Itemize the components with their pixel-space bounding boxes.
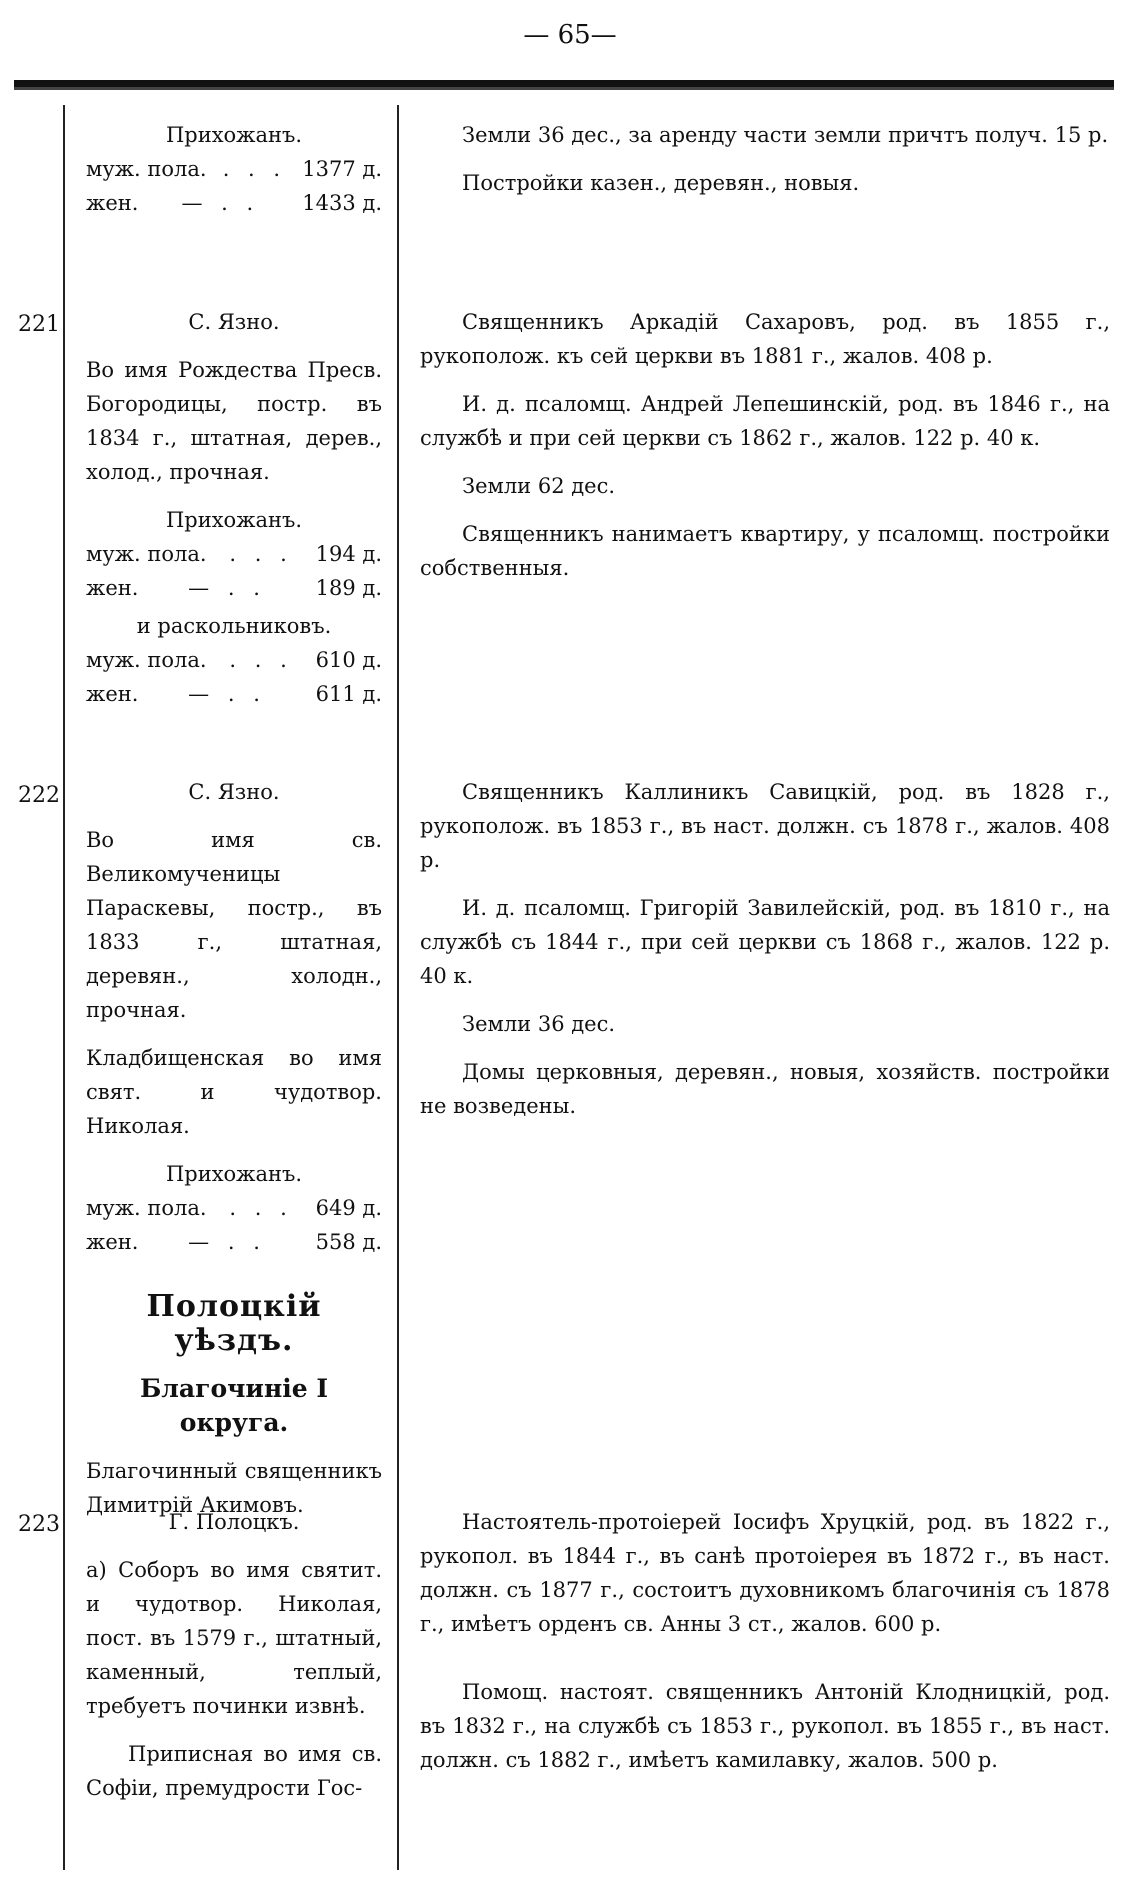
entry-number-221: 221 [18,312,60,337]
psalmist-record: И. д. псаломщ. Андрей Лепешинскій, род. въ 1846 г., на службѣ и при сей церкви съ 1862 г., жалов. 122 р. 40 к. [420,392,1110,450]
female-count-row: жен. — . . 189 д. [86,576,382,600]
entry-222-left [86,775,382,1259]
entry-number-223: 223 [18,1512,60,1537]
parish-heading: Прихожанъ. [165,1162,303,1186]
header-rule [14,80,1114,90]
rector-record: Настоятель-протоіерей Іосифъ Хруцкій, род. въ 1822 г., рукопол. въ 1844 г., въ санѣ протоіерея въ 1872 г., въ наст. должн. съ 1877 г., состоитъ духовникомъ благочинія съ 1878 г., имѣетъ орденъ св. Анны 3 ст., жалов. 600 р. [420,1510,1110,1636]
number-column-divider [63,105,65,1870]
schismatics-heading: и раскольниковъ. [136,614,332,638]
housing-note: Домы церковныя, деревян., новыя, хозяйств. постройки не возведены. [420,1060,1110,1118]
cathedral-description: а) Соборъ во имя святит. и чудотвор. Николая, пост. въ 1579 г., штатный, каменный, теплый, требуетъ починки извнѣ. [86,1558,382,1718]
land-note: Земли 62 дес. [462,474,616,498]
psalmist-record: И. д. псаломщ. Григорій Завилейскій, род. въ 1810 г., на службѣ съ 1844 г., при сей церкви съ 1868 г., жалов. 122 р. 40 к. [420,896,1110,988]
entry-222-right [420,775,1110,1123]
buildings-note: Постройки казен., деревян., новыя. [462,171,860,195]
page-number: — 65— [523,20,617,50]
continued-entry-left [86,118,382,220]
district-title: Полоцкій уѣздъ. [146,1289,322,1358]
schism-female-row: жен. — . . 611 д. [86,682,382,706]
attached-church: Приписная во имя св. Софіи, премудрости Гос- [86,1742,382,1800]
male-count-row: муж. пола. . . . 1377 д. [86,157,382,181]
entry-223-right [420,1505,1110,1777]
dean-name: Благочинный священникъ Димитрій Акимовъ. [86,1459,382,1517]
church-description: Во имя Рождества Пресв. Богородицы, постр. въ 1834 г., штатная, дерев., холод., прочная. [86,358,382,484]
parish-heading: Прихожанъ. [165,508,303,532]
continued-entry-right [420,118,1110,200]
female-count-row: жен. — . . 1433 д. [86,191,382,215]
land-note: Земли 36 дес. [462,1012,616,1036]
place-name: Г. Полоцкъ. [168,1510,300,1534]
parish-heading: Прихожанъ. [165,123,303,147]
column-divider [397,105,399,1870]
entry-223-left [86,1505,382,1805]
priest-record: Священникъ Каллиникъ Савицкій, род. въ 1828 г., рукополож. въ 1853 г., въ наст. должн. съ 1878 г., жалов. 408 р. [420,780,1110,872]
district-block [86,1290,382,1522]
entry-number-222: 222 [18,783,60,808]
male-count-row: муж. пола. . . . 649 д. [86,1196,382,1220]
male-count-row: муж. пола. . . . 194 д. [86,542,382,566]
deanery-title: Благочиніе I округа. [139,1374,329,1437]
entry-221-left [86,305,382,711]
land-note: Земли 36 дес., за аренду части земли причтъ получ. 15 р. [462,123,1109,147]
assistant-record: Помощ. настоят. священникъ Антоній Клодницкій, род. въ 1832 г., на службѣ съ 1853 г., рукопол. въ 1855 г., въ наст. должн. съ 1882 г., имѣетъ камилавку, жалов. 500 р. [420,1680,1110,1772]
place-name: С. Язно. [188,780,280,804]
priest-record: Священникъ Аркадій Сахаровъ, род. въ 1855 г., рукополож. къ сей церкви въ 1881 г., жалов. 408 р. [420,310,1110,368]
schism-male-row: муж. пола. . . . 610 д. [86,648,382,672]
entry-221-right [420,305,1110,585]
church-description: Во имя св. Великомученицы Параскевы, постр., въ 1833 г., штатная, деревян., холодн., прочная. [86,828,382,1022]
housing-note: Священникъ нанимаетъ квартиру, у псаломщ. постройки собственныя. [420,522,1110,580]
female-count-row: жен. — . . 558 д. [86,1230,382,1254]
place-name: С. Язно. [188,310,280,334]
cemetery-church: Кладбищенская во имя свят. и чудотвор. Николая. [86,1046,382,1138]
